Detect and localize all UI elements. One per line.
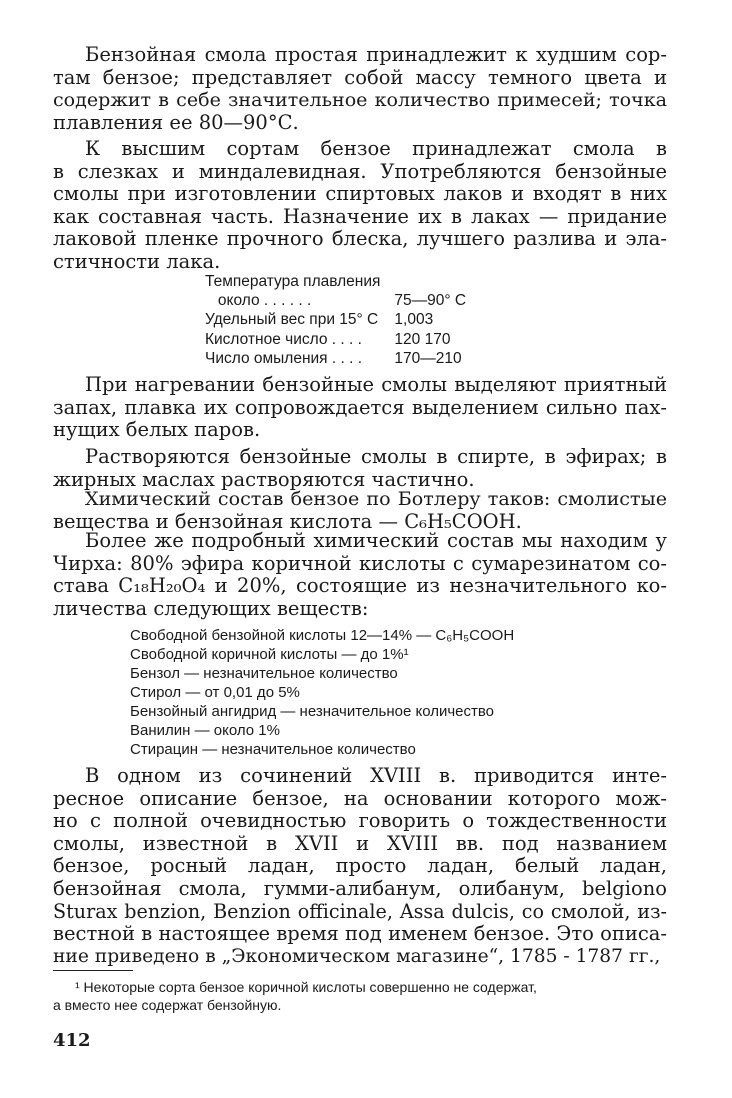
properties-table: [205, 272, 466, 368]
paragraph-composition-tschirch: [53, 530, 667, 620]
list-item: Бензол — незначительное количество: [130, 665, 398, 682]
list-item: Свободной бензойной кислоты 12—14% — C₆H₅COOH: [130, 627, 515, 644]
text-line: става C₁₈H₂₀O₄ и 20%, состоящие из незначительного ко-: [53, 574, 667, 598]
list-item: Бензойный ангидрид — незначительное количество: [130, 703, 495, 720]
text-line: Sturax benzion, Benzion officinale, Assa dulcis, со смолой, из-: [53, 899, 667, 923]
paragraph-solubility: [53, 446, 667, 491]
text-line: жирных маслах растворяются частично.: [53, 467, 475, 491]
list-item: Свободной коричной кислоты — до 1%¹: [130, 646, 409, 663]
property-value: 75—90° С: [394, 292, 467, 310]
text-line: смолы при изготовлении спиртовых лаков и входят в них: [53, 182, 667, 206]
property-label: Удельный вес при 15° С: [205, 311, 379, 329]
text-line: запах, плавка их сопровождается выделением сильно пах-: [53, 395, 667, 419]
text-line: В одном из сочинений XVIII в. приводится инте-: [85, 764, 667, 787]
text-line: там бензое; представляет собой массу темного цвета и: [53, 65, 667, 89]
text-line: смолы, известной в XVII и XVIII вв. под названием: [53, 831, 667, 855]
text-line: Чирха: 80% эфира коричной кислоты с сумарезинатом со-: [53, 551, 667, 575]
text-line: При нагревании бензойные смолы выделяют приятный: [85, 373, 667, 396]
footnote: [53, 978, 667, 1014]
text-line: но с полной очевидностью говорить о тождественности: [53, 809, 667, 833]
table-row: [205, 291, 466, 310]
text-line: бензое, росный ладан, просто ладан, белый ладан,: [53, 854, 667, 878]
table-row: [205, 272, 466, 291]
text-line: как составная часть. Назначение их в лаках — придание: [53, 204, 667, 228]
text-line: вестной в настоящее время под именем бензое. Это описа-: [53, 922, 667, 946]
text-line: плавления ее 80—90°С.: [53, 110, 299, 134]
text-line: ние приведено в „Экономическом магазине“, 1785 - 1787 гг.,: [53, 945, 661, 967]
text-line: нущих белых паров.: [53, 418, 261, 442]
property-value: [380, 272, 466, 291]
property-value: 120 170: [394, 330, 451, 348]
paragraph-resin-grade: [53, 44, 667, 134]
property-label: около . . . . . .: [205, 292, 312, 310]
paragraph-higher-grades: [53, 138, 667, 274]
table-row: [205, 349, 466, 368]
property-label: Кислотное число . . . .: [205, 330, 362, 348]
table-row: [205, 330, 466, 349]
text-line: личества следующих веществ:: [53, 596, 369, 620]
footnote-divider: [53, 970, 133, 971]
paragraph-historical: [53, 765, 667, 968]
text-line: Более же подробный химический состав мы находим у: [85, 529, 667, 552]
property-label: Температура плавления: [205, 273, 381, 290]
text-line: бензойная смола, гумми-алибанум, олибанум, belgiono: [53, 876, 667, 900]
text-line: Растворяются бензойные смолы в спирте, в эфирах; в: [85, 445, 667, 468]
text-line: содержит в себе значительное количество примесей; точка: [53, 89, 667, 112]
property-value: 170—210: [394, 349, 462, 367]
text-line: в слезках и миндалевидная. Употребляются бензойные: [53, 159, 667, 183]
footnote-line: ¹ Некоторые сорта бензое коричной кислоты совершенно не содержат,: [75, 979, 537, 995]
paragraph-composition-botler: [53, 488, 667, 533]
text-line: вещества и бензойная кислота — C₆H₅COOH.: [53, 509, 522, 533]
text-line: стичности лака.: [53, 249, 221, 273]
list-item: Стирол — от 0,01 до 5%: [130, 684, 300, 701]
text-line: ресное описание бензое, на основании которого мож-: [53, 786, 667, 810]
text-line: К высшим сортам бензое принадлежат смола в: [85, 137, 667, 160]
text-line: Бензойная смола простая принадлежит к худшим сор-: [85, 43, 667, 66]
footnote-line: а вместо нее содержат бензойную.: [53, 997, 282, 1013]
property-label: Число омыления . . . .: [205, 349, 363, 367]
text-line: лаковой пленке прочного блеска, лучшего разлива и эла-: [53, 227, 667, 251]
composition-list: [130, 626, 514, 759]
paragraph-heating: [53, 374, 667, 442]
list-item: Ванилин — около 1%: [130, 722, 280, 739]
property-value: 1,003: [394, 311, 434, 329]
table-row: [205, 310, 466, 329]
list-item: Стирацин — незначительное количество: [130, 741, 416, 758]
text-line: Химический состав бензое по Ботлеру таков: смолистые: [85, 487, 667, 510]
page-number: 412: [53, 1030, 91, 1051]
